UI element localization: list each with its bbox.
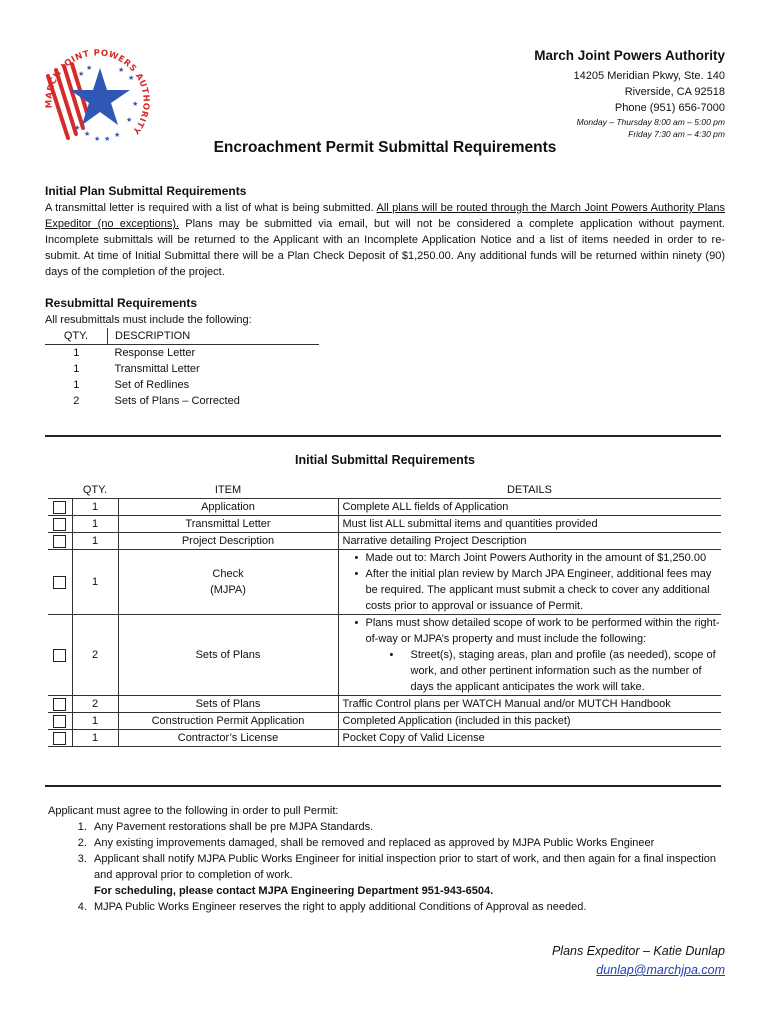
details-cell [338, 615, 721, 696]
resub-qty: 1 [73, 363, 80, 375]
checkbox[interactable] [53, 715, 66, 728]
col-checkbox [48, 482, 72, 499]
details-cell: Completed Application (included in this packet) [338, 713, 721, 730]
mjpa-logo [38, 46, 156, 146]
table-row [48, 696, 721, 713]
item-cell: Contractor’s License [118, 730, 338, 747]
initial-plan-heading: Initial Plan Submittal Requirements [45, 184, 247, 198]
list-item [355, 615, 722, 695]
checkbox[interactable] [53, 501, 66, 514]
table-row [45, 377, 319, 393]
item-check-sub: (MJPA) [210, 584, 246, 596]
details-cell: Narrative detailing Project Description [338, 533, 721, 550]
resubmittal-section [45, 295, 345, 409]
table-row [48, 550, 721, 615]
list-item: 2. Any existing improvements damaged, shall be removed and replaced as approved by MJPA Public Works Engineer [90, 835, 718, 851]
table-row [45, 361, 319, 377]
resub-col-desc: DESCRIPTION [108, 328, 320, 345]
table-row [45, 345, 319, 362]
table-row [48, 615, 721, 696]
checkbox-cell[interactable] [48, 615, 72, 696]
qty-cell: 1 [72, 730, 118, 747]
hours-mon-thu: Monday – Thursday 8:00 am – 5:00 pm [576, 117, 725, 127]
section-divider [45, 435, 721, 437]
details-cell: Traffic Control plans per WATCH Manual and/or MUTCH Handbook [338, 696, 721, 713]
qty-cell: 2 [72, 696, 118, 713]
sub-list-item: • Street(s), staging areas, plan and profile (as needed), scope of work, and other pertinent information such as the number of days the applicant anticipates the work will take. [388, 647, 722, 695]
svg-text:★: ★ [94, 135, 101, 143]
table-row [48, 730, 721, 747]
signoff [552, 942, 725, 980]
address-line-2: Riverside, CA 92518 [624, 86, 725, 98]
svg-text:★: ★ [114, 131, 121, 139]
qty-cell: 2 [72, 615, 118, 696]
details-cell [338, 550, 721, 615]
qty-cell: 1 [72, 499, 118, 516]
item-cell: Sets of Plans [118, 615, 338, 696]
agreement-list [48, 819, 718, 915]
org-name: March Joint Powers Authority [534, 48, 725, 63]
svg-text:★: ★ [84, 130, 91, 138]
initial-submittal-table [48, 482, 721, 747]
checkbox-cell[interactable] [48, 533, 72, 550]
item-check: Check [212, 568, 244, 580]
initial-plan-section [45, 183, 725, 280]
item-cell: Construction Permit Application [118, 713, 338, 730]
logo-ring-text: MARCH JOINT POWERS AUTHORITY [44, 48, 151, 137]
initial-submittal-table-wrap [48, 482, 721, 747]
resubmittal-table [45, 328, 319, 409]
table-row [48, 533, 721, 550]
signoff-email-link[interactable]: dunlap@marchjpa.com [596, 963, 725, 977]
checkbox[interactable] [53, 698, 66, 711]
col-item: ITEM [214, 484, 242, 496]
letterhead [534, 46, 725, 140]
list-item: • Made out to: March Joint Powers Authority in the amount of $1,250.00 [355, 550, 722, 566]
agreement-intro: Applicant must agree to the following in order to pull Permit: [48, 805, 339, 817]
resub-desc: Sets of Plans – Corrected [114, 395, 240, 407]
scheduling-note: For scheduling, please contact MJPA Engineering Department 951-943-6504. [94, 885, 494, 897]
signoff-name: Plans Expeditor – Katie Dunlap [551, 944, 725, 958]
resub-qty: 2 [73, 395, 80, 407]
details-cell: Pocket Copy of Valid License [338, 730, 721, 747]
item-cell: Project Description [118, 533, 338, 550]
details-bullets [343, 615, 722, 695]
page-title: Encroachment Permit Submittal Requirements [213, 139, 557, 156]
list-item: 1. Any Pavement restorations shall be pre MJPA Standards. [90, 819, 718, 835]
resubmittal-heading: Resubmittal Requirements [45, 296, 198, 310]
svg-text:★: ★ [86, 64, 93, 72]
bullet-text: Plans must show detailed scope of work to be performed within the right-of-way or MJPA’s property and must include the following: [365, 617, 720, 645]
agreement-section [48, 803, 718, 915]
item-cell: Transmittal Letter [118, 516, 338, 533]
checkbox[interactable] [53, 518, 66, 531]
initial-submittal-heading: Initial Submittal Requirements [295, 453, 475, 467]
checkbox[interactable] [53, 576, 66, 589]
checkbox-cell[interactable] [48, 499, 72, 516]
svg-text:★: ★ [118, 66, 125, 74]
table-row [45, 393, 319, 409]
svg-text:★: ★ [132, 100, 139, 108]
col-qty: QTY. [82, 484, 108, 496]
agreement-item-3-text: Applicant shall notify MJPA Public Works Engineer for initial inspection prior to start of work, and then again for a final inspection and approval prior to completion of work. [94, 853, 717, 881]
details-cell: Must list ALL submittal items and quantities provided [338, 516, 721, 533]
details-bullets [343, 550, 722, 614]
section-divider [45, 785, 721, 787]
item-cell [118, 550, 338, 615]
list-item: 4. MJPA Public Works Engineer reserves the right to apply additional Conditions of Approval as needed. [90, 899, 718, 915]
table-row [48, 499, 721, 516]
phone: Phone (951) 656-7000 [614, 102, 725, 114]
hours-fri: Friday 7:30 am – 4:30 pm [628, 129, 725, 139]
table-row [48, 516, 721, 533]
svg-text:★: ★ [128, 74, 135, 82]
svg-text:★: ★ [104, 135, 111, 143]
checkbox-cell[interactable] [48, 696, 72, 713]
details-cell: Complete ALL fields of Application [338, 499, 721, 516]
checkbox-cell[interactable] [48, 516, 72, 533]
sub-bullets [366, 647, 722, 695]
qty-cell: 1 [72, 550, 118, 615]
qty-cell: 1 [72, 713, 118, 730]
col-details: DETAILS [506, 484, 553, 496]
list-item: • After the initial plan review by March JPA Engineer, additional fees may be required. The applicant must submit a check to cover any additional costs prior to approval or issuance of Permit. [355, 566, 722, 614]
checkbox[interactable] [53, 649, 66, 662]
address-line-1: 14205 Meridian Pkwy, Ste. 140 [573, 70, 725, 82]
table-row [48, 713, 721, 730]
checkbox-cell[interactable] [48, 713, 72, 730]
resub-desc: Transmittal Letter [114, 363, 200, 375]
svg-text:★: ★ [78, 70, 85, 78]
checkbox-cell[interactable] [48, 730, 72, 747]
resub-desc: Set of Redlines [114, 379, 190, 391]
list-item [90, 851, 718, 899]
resub-qty: 1 [73, 347, 80, 359]
checkbox-cell[interactable] [48, 550, 72, 615]
checkbox[interactable] [53, 732, 66, 745]
initial-plan-text-a: A transmittal letter is required with a list of what is being submitted. [45, 202, 377, 214]
svg-text:★: ★ [126, 116, 133, 124]
qty-cell: 1 [72, 533, 118, 550]
svg-text:★: ★ [74, 124, 81, 132]
initial-plan-paragraph [45, 200, 725, 280]
initial-plan-text-underlined: All plans will be routed through the March Joint Powers Authority Plans Expeditor (no exceptions). [45, 202, 726, 230]
item-cell: Application [118, 499, 338, 516]
star-emblem-icon [38, 46, 156, 146]
item-cell: Sets of Plans [118, 696, 338, 713]
initial-plan-text-b: Plans may be submitted via email, but will not be considered a complete application without payment. Incomplete submittals will be returned to the Applicant with an Incomplete Application Notice and a list of items needed in order to re-submit. At time of Initial Submittal there will be a Plan Check Deposit of $1,250.00. Any additional funds will be returned within ninety (90) days of the completion of the project. [45, 218, 725, 278]
resub-col-qty: QTY. [45, 328, 108, 345]
resubmittal-intro: All resubmittals must include the following: [45, 314, 252, 326]
resub-qty: 1 [73, 379, 80, 391]
qty-cell: 1 [72, 516, 118, 533]
checkbox[interactable] [53, 535, 66, 548]
resub-desc: Response Letter [114, 347, 196, 359]
